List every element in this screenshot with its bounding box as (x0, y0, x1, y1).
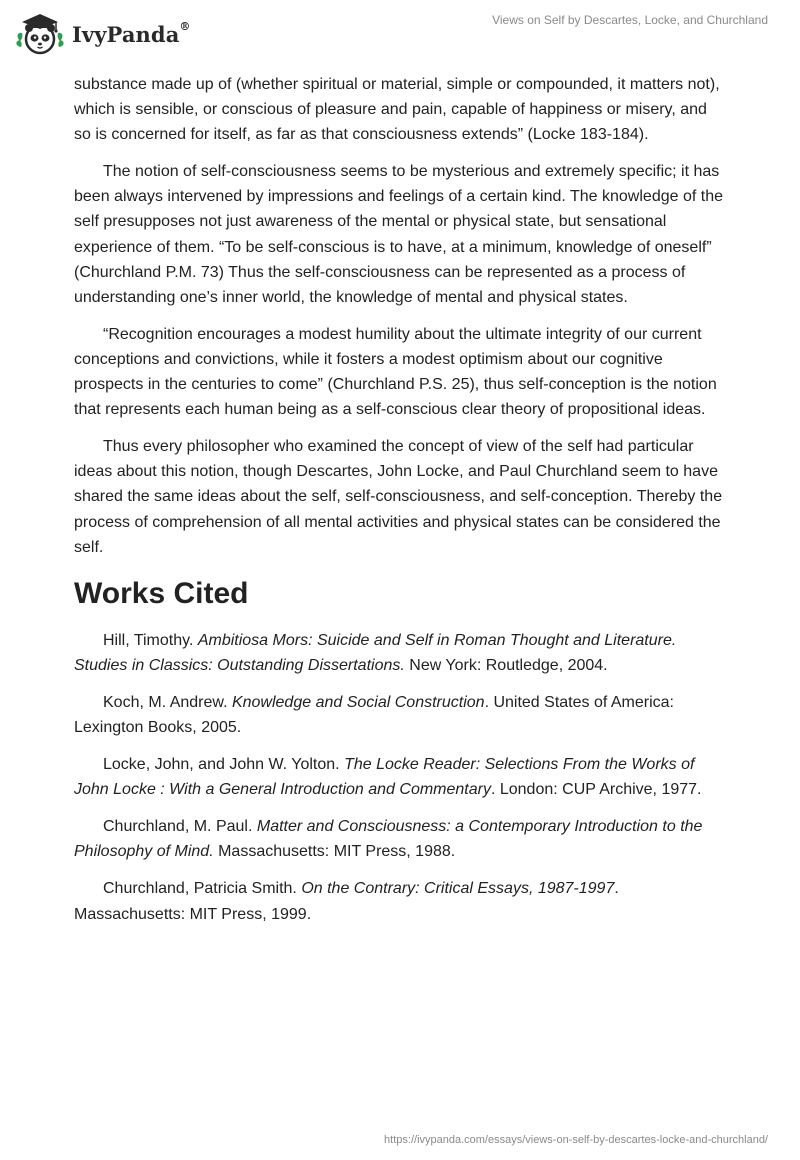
citation-publisher: New York: Routledge, 2004. (404, 656, 608, 674)
paragraph-continued: substance made up of (whether spiritual or material, simple or compounded, it matters not), which is sensible, or conscious of pleasure and pain, capable of happiness or misery, and so is concerned for itself, as far as that consciousness extends” (Locke 183-184). (74, 76, 720, 144)
page-header (0, 0, 800, 70)
paragraph: Thus every philosopher who examined the concept of view of the self had particular ideas about this notion, though Descartes, John Locke, and Paul Churchland seem to have shared the same ideas about the self, self-consciousness, and self-conception. Thereby the process of comprehension of all mental activities and physical states can be considered the self. (74, 438, 723, 556)
citation-author: Koch, M. Andrew. (103, 693, 232, 711)
citation-publisher: . United States of America: Lexington Books, 2005. (74, 693, 674, 736)
citation-author: Churchland, Patricia Smith. (103, 880, 302, 898)
citation-entry (74, 628, 726, 678)
panda-graduate-icon (14, 11, 66, 57)
paragraph: The notion of self-consciousness seems to be mysterious and extremely specific; it has been always intervened by impressions and feelings of a certain kind. The knowledge of the self presupposes not just awareness of the mental or physical state, but sensational experience of them. “To be self-conscious is to have, at a minimum, knowledge of oneself” (Churchland P.M. 73) Thus the self-consciousness can be represented as a process of understanding one’s inner world, the knowledge of mental and physical states. (74, 163, 723, 306)
citation-publisher: . Massachusetts: MIT Press, 1999. (74, 880, 619, 923)
logo-wordmark: IvyPanda® (72, 19, 191, 47)
citation-title: On the Contrary: Critical Essays, 1987-1997 (301, 880, 615, 898)
paragraph: “Recognition encourages a modest humility about the ultimate integrity of our current conceptions and convictions, while it fosters a modest optimism about our cognitive prospects in the centuries to come” (Churchland P.S. 25), thus self-conception is the notion that represents each human being as a self-conscious clear theory of propositional ideas. (74, 325, 717, 419)
ivypanda-logo[interactable] (14, 8, 204, 60)
works-cited-heading: Works Cited (74, 576, 249, 610)
citation-author: Locke, John, and John W. Yolton. (103, 756, 345, 774)
document-title: Views on Self by Descartes, Locke, and Churchland (492, 13, 768, 27)
citation-entry (74, 814, 726, 864)
citation-author: Hill, Timothy. (103, 631, 198, 649)
citation-publisher: Massachusetts: MIT Press, 1988. (213, 843, 456, 861)
citation-title: Knowledge and Social Construction (231, 693, 485, 711)
citation-title: The Locke Reader: Selections From the Works of John Locke : With a General Introduction and Commentary (74, 756, 695, 799)
citation-title: Matter and Consciousness: a Contemporary Introduction to the Philosophy of Mind. (74, 818, 703, 861)
registered-mark: ® (179, 19, 191, 33)
citation-title: Ambitiosa Mors: Suicide and Self in Roman Thought and Literature. Studies in Classics: Outstanding Dissertations. (74, 631, 677, 674)
source-url[interactable]: https://ivypanda.com/essays/views-on-self-by-descartes-locke-and-churchland/ (384, 1134, 768, 1146)
citation-entry (74, 752, 726, 802)
citation-author: Churchland, M. Paul. (103, 818, 257, 836)
essay-content (74, 72, 726, 939)
citation-publisher: . London: CUP Archive, 1977. (490, 781, 702, 799)
citation-entry (74, 690, 726, 740)
citation-entry (74, 876, 726, 926)
